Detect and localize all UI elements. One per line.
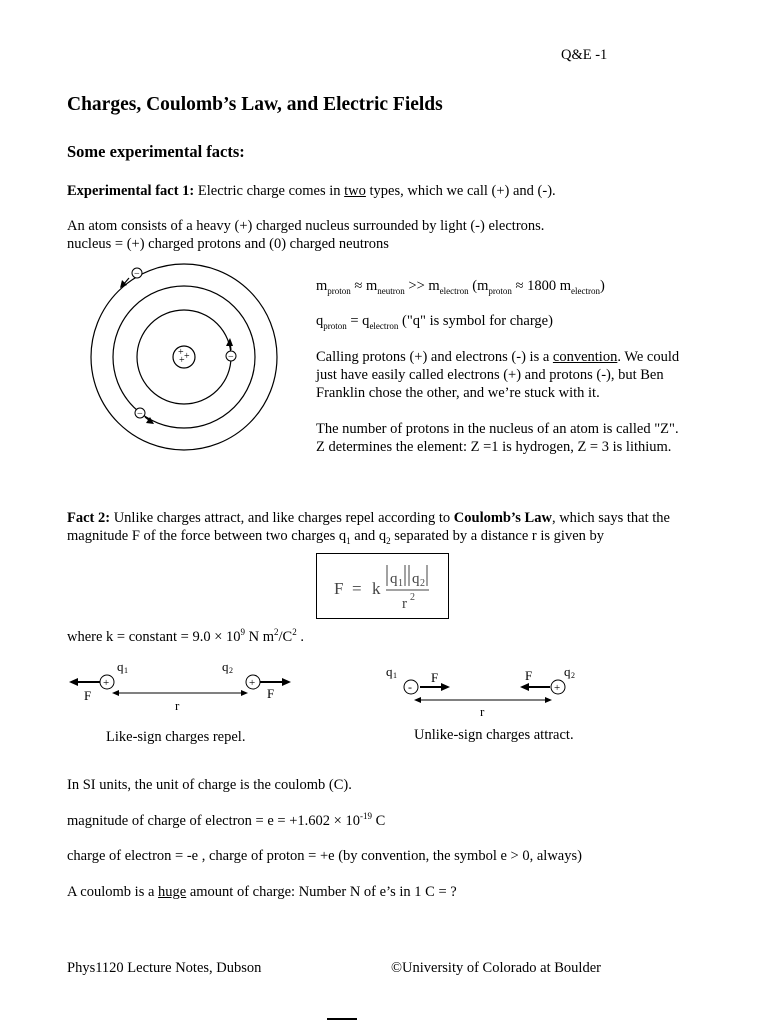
- electron-middle-minus: −: [137, 408, 143, 420]
- charge-sign-convention: charge of electron = -e , charge of proton = +e (by convention, the symbol e > 0, always): [67, 848, 582, 864]
- charge-note: ("q" is symbol for charge): [398, 313, 553, 329]
- repel-q1-sub: 1: [124, 666, 128, 675]
- page-title: Charges, Coulomb’s Law, and Electric Fields: [67, 94, 443, 115]
- mass-m: m: [316, 278, 328, 294]
- repel-F-right: F: [267, 686, 275, 701]
- formula-r-exp: 2: [410, 592, 415, 603]
- fact2-line2-c: separated by a distance r is given by: [390, 528, 605, 544]
- repel-force-left-arrow-icon: [69, 678, 78, 686]
- fact1-text: Electric charge comes in: [194, 183, 345, 199]
- mass-paren-close: ): [600, 278, 605, 294]
- coulombs-law-label: Coulomb’s Law: [453, 510, 552, 526]
- convention-line-2: just have easily called electrons (+) and protons (-), but Ben: [316, 367, 664, 383]
- k-exp-m: 2: [274, 627, 279, 638]
- charge-q: q: [316, 313, 324, 329]
- z-line-2: Z determines the element: Z =1 is hydrogen, Z = 3 is lithium.: [316, 439, 672, 455]
- fact2-sub-2: 2: [386, 535, 391, 546]
- convention-pre: Calling protons (+) and electrons (-) is a: [316, 349, 553, 365]
- fact2-text-end: , which says that the: [551, 510, 670, 526]
- repel-force-right-arrow-icon: [282, 678, 291, 686]
- mass-sub-proton: proton: [327, 285, 351, 296]
- attract-r: r: [480, 704, 485, 719]
- repel-charge-left-sign: +: [103, 677, 110, 689]
- fact2-label: Fact 2:: [67, 510, 111, 526]
- footer-left: Phys1120 Lecture Notes, Dubson: [67, 960, 262, 976]
- fact2-line-1: [67, 510, 670, 527]
- repel-r: r: [175, 698, 180, 713]
- attract-force-left-arrow-icon: [441, 683, 450, 691]
- repel-diagram: [60, 655, 310, 715]
- fact1-text-end: types, which we call (+) and (-).: [365, 183, 556, 199]
- repel-q2: q: [222, 659, 229, 674]
- atom-diagram: [85, 258, 285, 458]
- charge-sub-proton: proton: [323, 320, 347, 331]
- convention-line-3: Franklin chose the other, and we’re stuck with it.: [316, 385, 600, 401]
- coulomb-question-post: amount of charge: Number N of e’s in 1 C = ?: [186, 884, 457, 900]
- charge-relation: [316, 313, 553, 330]
- mass-sub-electron-2: electron: [571, 285, 600, 296]
- footer-right: ©University of Colorado at Boulder: [391, 960, 601, 976]
- repel-distance-left-arrow-icon: [112, 690, 119, 696]
- repel-caption: Like-sign charges repel.: [106, 729, 246, 745]
- page-label: Q&E -1: [561, 47, 608, 63]
- nucleus-plus-2: +: [184, 351, 190, 362]
- fact2-line2-a: magnitude F of the force between two charges q: [67, 528, 347, 544]
- attract-caption: Unlike-sign charges attract.: [414, 727, 574, 743]
- formula-equals: =: [352, 579, 362, 598]
- repel-F-left: F: [84, 688, 92, 703]
- nucleus-plus-1: +: [178, 347, 184, 358]
- k-exp-c: 2: [292, 627, 297, 638]
- attract-F-right: F: [525, 668, 533, 683]
- electron-charge-magnitude: [67, 813, 385, 830]
- attract-F-left: F: [431, 670, 439, 685]
- convention-post: . We could: [617, 349, 680, 365]
- formula-r: r: [402, 596, 407, 612]
- k-constant-line: [67, 629, 304, 646]
- coulomb-question-pre: A coulomb is a: [67, 884, 159, 900]
- attract-distance-left-arrow-icon: [414, 697, 421, 703]
- repel-q1: q: [117, 659, 124, 674]
- attract-q2: q: [564, 664, 571, 679]
- repel-q2-sub: 2: [229, 666, 233, 675]
- mass-sub-electron: electron: [439, 285, 469, 296]
- section-heading: Some experimental facts:: [67, 142, 245, 161]
- si-units-line: In SI units, the unit of charge is the coulomb (C).: [67, 777, 352, 793]
- nucleus-plus-3: +: [179, 355, 185, 366]
- attract-q1-sub: 1: [393, 671, 397, 680]
- formula-F: F: [334, 579, 344, 598]
- electron-charge-exp: -19: [359, 811, 372, 822]
- fact2-sub-1: 1: [346, 535, 351, 546]
- mass-relation: [316, 278, 605, 295]
- k-line-units: N m: [245, 629, 275, 645]
- attract-diagram: [380, 655, 590, 725]
- coulomb-question: [67, 884, 457, 901]
- fact2-text: Unlike charges attract, and like charges repel according to: [110, 510, 454, 526]
- charge-equals: = q: [346, 313, 370, 329]
- mass-sub-proton-2: proton: [488, 285, 512, 296]
- mass-much-greater: >> m: [404, 278, 440, 294]
- formula-q1: q: [390, 571, 398, 587]
- convention-emphasis: convention: [552, 349, 618, 365]
- electron-inner-minus: −: [228, 351, 234, 363]
- attract-charge-right-sign: +: [554, 682, 561, 694]
- mass-paren-open: (m: [468, 278, 489, 294]
- electron-outer-minus: −: [134, 268, 140, 280]
- k-line-per-c: /C: [278, 629, 293, 645]
- fact1-paragraph: [67, 183, 556, 200]
- atom-description: An atom consists of a heavy (+) charged nucleus surrounded by light (-) electrons.: [67, 218, 545, 234]
- attract-distance-right-arrow-icon: [545, 697, 552, 703]
- charge-sub-electron: electron: [369, 320, 399, 331]
- attract-q2-sub: 2: [571, 671, 575, 680]
- formula-q1-sub: 1: [398, 578, 403, 589]
- attract-force-right-arrow-icon: [520, 683, 529, 691]
- formula-q2: q: [412, 571, 420, 587]
- nucleus-description: nucleus = (+) charged protons and (0) charged neutrons: [67, 236, 389, 252]
- fact2-line-2: [67, 528, 604, 545]
- repel-charge-right-sign: +: [249, 677, 256, 689]
- fact1-label: Experimental fact 1:: [67, 183, 195, 199]
- k-exp-9: 9: [240, 627, 246, 638]
- attract-charge-left-sign: -: [408, 680, 412, 694]
- convention-line-1: [316, 349, 679, 366]
- mass-ratio: ≈ 1800 m: [511, 278, 572, 294]
- fact1-emphasis: two: [344, 183, 366, 199]
- coulomb-formula: [316, 553, 449, 619]
- mass-approx: ≈ m: [350, 278, 378, 294]
- k-line-end: .: [296, 629, 304, 645]
- attract-q1: q: [386, 664, 393, 679]
- repel-distance-right-arrow-icon: [241, 690, 248, 696]
- mass-sub-neutron: neutron: [377, 285, 405, 296]
- electron-charge-unit: C: [371, 813, 386, 829]
- fact2-line2-b: and q: [350, 528, 387, 544]
- z-line-1: The number of protons in the nucleus of an atom is called "Z".: [316, 421, 679, 437]
- formula-q2-sub: 2: [420, 578, 425, 589]
- formula-k: k: [372, 579, 381, 598]
- electron-charge-pre: magnitude of charge of electron = e = +1.602 × 10: [67, 813, 360, 829]
- page-edge-mark: [327, 1018, 357, 1020]
- k-line-pre: where k = constant = 9.0 × 10: [67, 629, 241, 645]
- coulomb-question-emphasis: huge: [158, 884, 187, 900]
